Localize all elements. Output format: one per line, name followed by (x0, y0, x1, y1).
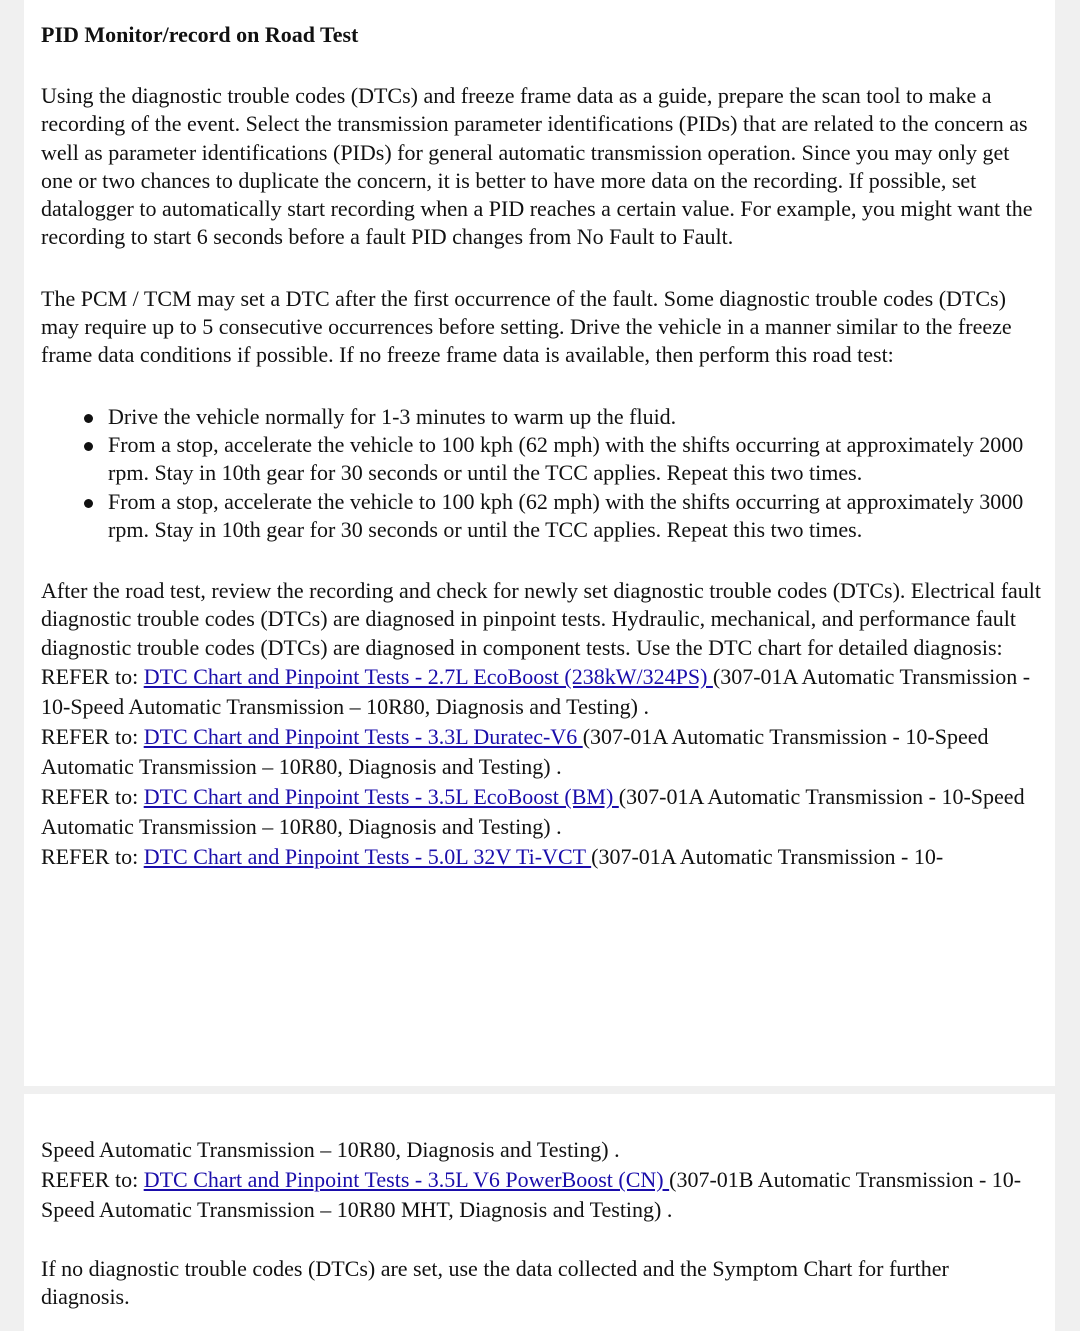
list-item-text: Drive the vehicle normally for 1-3 minutes to warm up the fluid. (108, 403, 677, 429)
section-heading: PID Monitor/record on Road Test (41, 22, 359, 47)
refer-link-3-5l-powerboost[interactable]: DTC Chart and Pinpoint Tests - 3.5L V6 PowerBoost (CN) (143, 1167, 670, 1192)
refer-prefix: REFER to: (41, 724, 144, 750)
refer-suffix: (307-01A Automatic Transmission - 10- (591, 844, 944, 870)
road-test-steps-list (41, 403, 1041, 544)
list-item (41, 403, 1041, 431)
list-item-text: From a stop, accelerate the vehicle to 100 kph (62 mph) with the shifts occurring at approximately 3000 rpm. Stay in 10th gear for 30 seconds or until the TCC applies. Repeat this two times. (108, 488, 1024, 542)
refer-prefix: REFER to: (41, 1167, 144, 1192)
continued-text: Speed Automatic Transmission – 10R80, Diagnosis and Testing) . (41, 1137, 620, 1162)
refer-link-3-3l-duratec[interactable]: DTC Chart and Pinpoint Tests - 3.3L Duratec-V6 (143, 724, 583, 750)
refer-prefix: REFER to: (41, 844, 144, 870)
bullet-icon (84, 442, 93, 451)
refer-link-5-0l-ti-vct[interactable]: DTC Chart and Pinpoint Tests - 5.0L 32V Ti-VCT (143, 844, 592, 870)
paragraph-road-test-intro: The PCM / TCM may set a DTC after the first occurrence of the fault. Some diagnostic trouble codes (DTCs) may require up to 5 consecutive occurrences before setting. Drive the vehicle in a manner similar to the freeze frame data conditions if possible. If no freeze frame data is available, then perform this road test: (41, 285, 1012, 368)
bullet-icon (84, 499, 93, 508)
refer-line (41, 1165, 1041, 1225)
document-page-bottom (24, 1094, 1055, 1331)
refer-link-2-7l-ecoboost[interactable]: DTC Chart and Pinpoint Tests - 2.7L EcoBoost (238kW/324PS) (143, 664, 713, 690)
refer-line (41, 722, 1041, 782)
paragraph-after-road-test: After the road test, review the recording and check for newly set diagnostic trouble codes (DTCs). Electrical fault diagnostic trouble codes (DTCs) are diagnosed in pinpoint tests. Hydraulic, mechanical, and performance fault diagnostic trouble codes (DTCs) are diagnosed in component tests. Use the DTC chart for detailed diagnosis: (41, 578, 1042, 660)
refer-line (41, 662, 1041, 722)
refer-line (41, 842, 1041, 872)
paragraph-symptom-chart: If no diagnostic trouble codes (DTCs) are set, use the data collected and the Symptom Chart for further diagnosis. (41, 1256, 949, 1310)
refer-list-continued (41, 1135, 1041, 1225)
document-page-top (24, 0, 1055, 1086)
refer-suffix: (307-01B Automatic Transmission - 10-Speed Automatic Transmission – 10R80 MHT, Diagnosis and Testing) . (41, 1167, 1022, 1222)
list-item-text: From a stop, accelerate the vehicle to 100 kph (62 mph) with the shifts occurring at approximately 2000 rpm. Stay in 10th gear for 30 seconds or until the TCC applies. Repeat this two times. (108, 431, 1024, 486)
refer-link-3-5l-ecoboost[interactable]: DTC Chart and Pinpoint Tests - 3.5L EcoBoost (BM) (143, 784, 619, 810)
refer-suffix: (307-01A Automatic Transmission - 10-Speed Automatic Transmission – 10R80, Diagnosis and Testing) . (41, 664, 1031, 720)
paragraph-recording-instructions: Using the diagnostic trouble codes (DTCs) and freeze frame data as a guide, prepare the scan tool to make a recording of the event. Select the transmission parameter identifications (PIDs) that are related to the concern as well as parameter identifications (PIDs) for general automatic transmission operation. Since you may only get one or two chances to duplicate the concern, it is better to have more data on the recording. If possible, set datalogger to automatically start recording when a PID reaches a certain value. For example, you might want the recording to start 6 seconds before a fault PID changes from No Fault to Fault. (41, 83, 1033, 250)
refer-list (41, 662, 1041, 872)
refer-line (41, 782, 1041, 842)
list-item (41, 431, 1041, 488)
refer-suffix: (307-01A Automatic Transmission - 10-Speed Automatic Transmission – 10R80, Diagnosis and Testing) . (41, 724, 989, 780)
refer-prefix: REFER to: (41, 664, 144, 690)
refer-suffix: (307-01A Automatic Transmission - 10-Speed Automatic Transmission – 10R80, Diagnosis and Testing) . (41, 784, 1025, 840)
list-item (41, 488, 1041, 545)
refer-prefix: REFER to: (41, 784, 144, 810)
bullet-icon (84, 414, 93, 423)
